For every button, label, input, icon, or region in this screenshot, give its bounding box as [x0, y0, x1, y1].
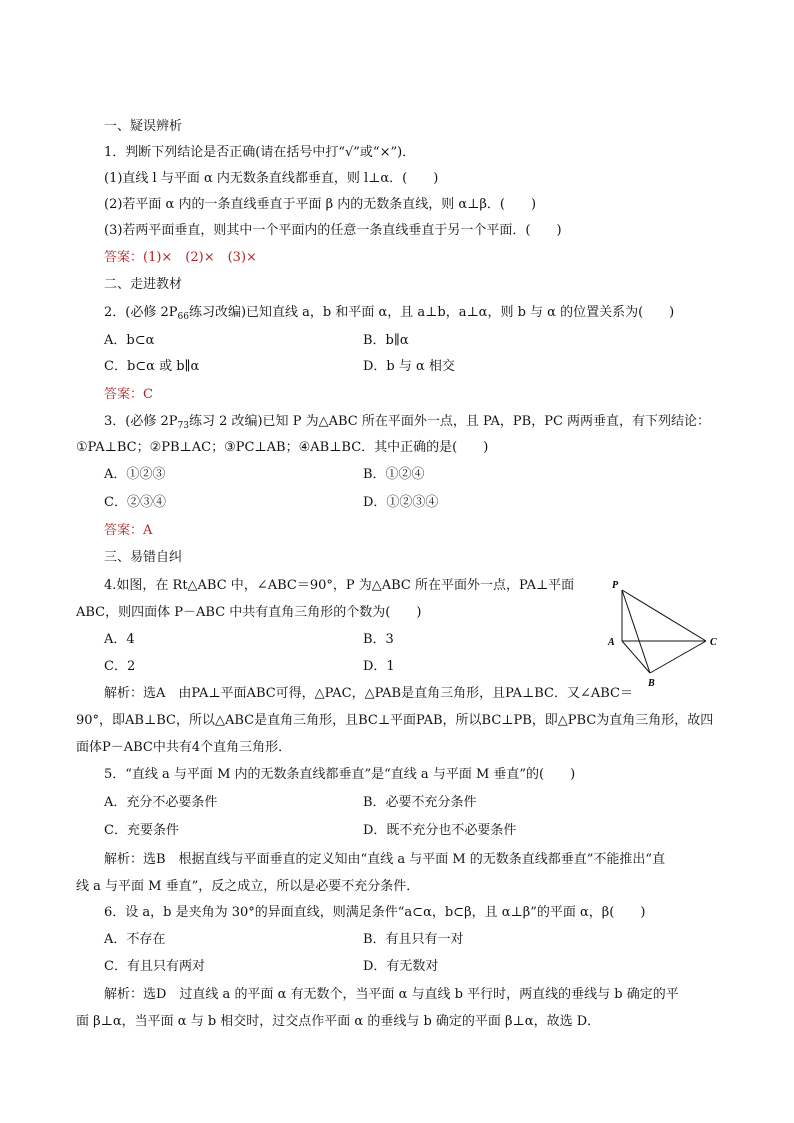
q5-stem: 5．“直线 a 与平面 M 内的无数条直线都垂直”是“直线 a 与平面 M 垂直”的( ): [104, 767, 576, 782]
q1-stem: 1．判断下列结论是否正确(请在括号中打“√”或“×”)．: [104, 145, 416, 160]
edge-bc: [650, 641, 706, 673]
q4-option-b: B．3: [363, 632, 394, 647]
q4-option-d: D．1: [363, 659, 395, 674]
q2-answer: 答案：C: [104, 387, 153, 402]
edge-pc: [622, 590, 706, 641]
q1-item-2: (2)若平面 α 内的一条直线垂直于平面 β 内的无数条直线，则 α⊥β．( ): [104, 197, 537, 212]
q3-option-d: D．①②③④: [363, 495, 439, 510]
q3-option-c: C．②③④: [104, 495, 166, 510]
q5-option-d: D．既不充分也不必要条件: [363, 823, 517, 838]
q3-stem-subscript: 73: [177, 421, 189, 431]
edge-pb: [622, 590, 650, 673]
q3-stem-part-a: 3．(必修 2P: [104, 414, 178, 429]
q2-option-c: C．b⊂α 或 b∥α: [104, 359, 200, 374]
q4-solution-line-3: 面体P－ABC中共有4个直角三角形．: [76, 740, 292, 755]
q5-option-c: C．充要条件: [104, 823, 179, 838]
q6-stem: 6．设 a，b 是夹角为 30°的异面直线，则满足条件“a⊂α，b⊂β，且 α⊥β”的平面 α，β( ): [104, 905, 646, 920]
q3-answer: 答案：A: [104, 523, 153, 538]
section-heading-1: 一、疑误辨析: [104, 119, 183, 134]
q6-option-c: C．有且只有两对: [104, 959, 205, 974]
q2-option-b: B．b∥α: [363, 333, 409, 348]
q4-option-a: A．4: [104, 632, 135, 647]
q2-stem-part-a: 2．(必修 2P: [104, 305, 178, 320]
q3-option-a: A．①②③: [104, 467, 166, 482]
label-a: A: [608, 637, 615, 648]
q6-option-d: D．有无数对: [363, 959, 439, 974]
section-heading-2: 二、走进教材: [104, 277, 183, 292]
tetrahedron-svg: [598, 576, 738, 691]
q1-item-3: (3)若两平面垂直，则其中一个平面内的任意一条直线垂直于另一个平面．( ): [104, 223, 562, 238]
q3-stem-part-b: 练习 2 改编)已知 P 为△ABC 所在平面外一点，且 PA，PB，PC 两两垂直，有下列结论：: [188, 414, 711, 429]
q4-solution-line-1: 解析：选A 由PA⊥平面ABC可得，△PAC，△PAB是直角三角形，且PA⊥BC．又∠ABC＝: [104, 686, 633, 701]
q2-option-a: A．b⊂α: [104, 333, 155, 348]
q2-option-d: D．b 与 α 相交: [363, 359, 455, 374]
q1-answer: 答案：(1)× (2)× (3)×: [104, 250, 257, 265]
q4-stem-line-1: 4.如图，在 Rt△ABC 中，∠ABC＝90°，P 为△ABC 所在平面外一点，PA⊥平面: [104, 578, 575, 593]
tetrahedron-figure: [598, 576, 738, 691]
q3-stem-line-2: ①PA⊥BC；②PB⊥AC；③PC⊥AB；④AB⊥BC．其中正确的是( ): [76, 440, 489, 455]
q3-option-b: B．①②④: [363, 467, 425, 482]
edge-ab: [622, 641, 650, 673]
q4-option-c: C．2: [104, 659, 136, 674]
q1-item-1: (1)直线 l 与平面 α 内无数条直线都垂直，则 l⊥α．( ): [104, 171, 439, 186]
q4-stem-line-2: ABC，则四面体 P－ABC 中共有直角三角形的个数为( ): [76, 605, 422, 620]
q2-stem: [104, 304, 674, 322]
q2-stem-subscript: 66: [177, 312, 189, 322]
q6-option-b: B．有且只有一对: [363, 932, 464, 947]
q5-solution-line-1: 解析：选B 根据直线与平面垂直的定义知由“直线 a 与平面 M 的无数条直线都垂直”不能推出“直: [104, 852, 666, 867]
label-b: B: [648, 678, 655, 689]
section-heading-3: 三、易错自纠: [104, 550, 183, 565]
q4-solution-line-2: 90°，即AB⊥BC，所以△ABC是直角三角形，且BC⊥平面PAB，所以BC⊥PB，即△PBC为直角三角形，故四: [76, 713, 714, 728]
q5-solution-line-2: 线 a 与平面 M 垂直”，反之成立，所以是必要不充分条件．: [76, 879, 420, 894]
q3-stem: [104, 413, 710, 431]
q6-option-a: A．不存在: [104, 932, 166, 947]
q6-solution-line-2: 面 β⊥α，当平面 α 与 b 相交时，过交点作平面 α 的垂线与 b 确定的平面 β⊥α，故选 D．: [76, 1014, 601, 1029]
q2-stem-part-b: 练习改编)已知直线 a，b 和平面 α，且 a⊥b，a⊥α，则 b 与 α 的位置关系为( ): [188, 305, 675, 320]
q6-solution-line-1: 解析：选D 过直线 a 的平面 α 有无数个，当平面 α 与直线 b 平行时，两直线的垂线与 b 确定的平: [104, 987, 679, 1002]
label-p: P: [612, 580, 619, 591]
q5-option-a: A．充分不必要条件: [104, 795, 218, 810]
label-c: C: [710, 637, 717, 648]
q5-option-b: B．必要不充分条件: [363, 795, 477, 810]
